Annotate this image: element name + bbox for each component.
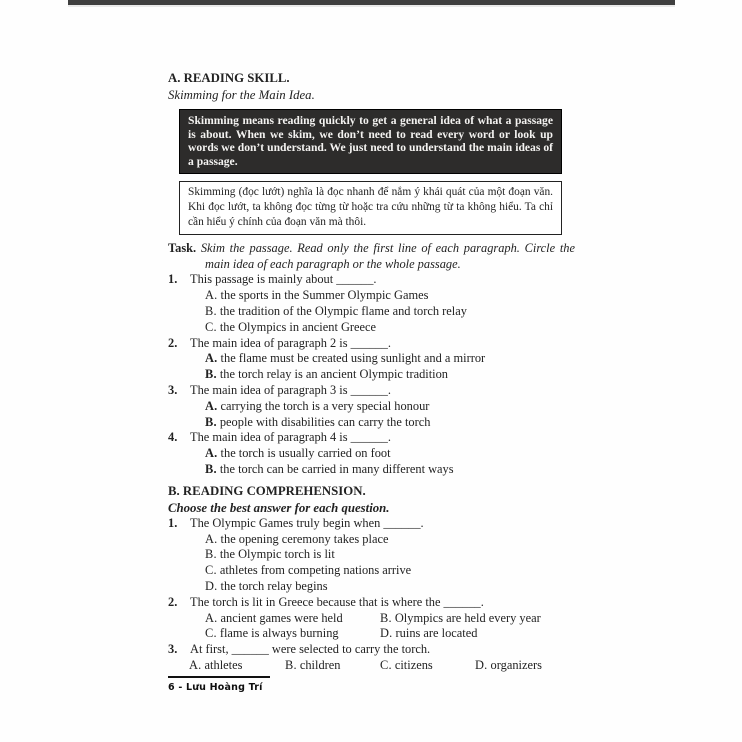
option-a (168, 532, 575, 548)
question-text: The Olympic Games truly begin when ______. (190, 515, 424, 530)
option-d (380, 626, 575, 642)
option-letter: A. (205, 610, 218, 625)
option-letter: B. (205, 414, 217, 429)
option-letter: D. (205, 578, 218, 593)
question-number: 4. (168, 430, 178, 445)
question-text-line (168, 383, 575, 399)
section-b-question-1 (168, 516, 575, 595)
question-text-line (168, 430, 575, 446)
options-group (168, 611, 575, 643)
options-group (168, 446, 575, 478)
option-text: carrying the torch is a very special honour (217, 398, 430, 413)
option-c (380, 658, 475, 674)
option-a (168, 399, 575, 415)
question-text-line (168, 595, 575, 611)
section-b-heading: B. READING COMPREHENSION. (168, 483, 366, 498)
option-letter: B. (285, 657, 297, 672)
option-a (168, 351, 575, 367)
question-text: The main idea of paragraph 3 is ______. (190, 382, 391, 397)
option-c (205, 626, 380, 642)
option-letter: A. (205, 531, 218, 546)
section-a-question-3 (168, 383, 575, 430)
option-letter: C. (380, 657, 392, 672)
section-a-question-2 (168, 336, 575, 383)
option-b (380, 611, 575, 627)
option-text: the torch is usually carried on foot (217, 446, 391, 461)
option-a (168, 288, 575, 304)
option-c (168, 563, 575, 579)
option-text: the opening ceremony takes place (217, 531, 389, 546)
option-text: organizers (487, 657, 542, 672)
option-b (285, 658, 380, 674)
option-letter: A. (205, 398, 218, 413)
option-a (168, 446, 575, 462)
options-group (168, 351, 575, 383)
option-text: the flame must be created using sunlight and a mirror (217, 351, 486, 366)
option-text: Olympics are held every year (391, 610, 541, 625)
option-b (168, 415, 575, 431)
option-letter: B. (205, 303, 217, 318)
option-text: ruins are located (392, 626, 478, 641)
option-d (168, 579, 575, 595)
question-number: 1. (168, 272, 178, 287)
question-number: 3. (168, 642, 178, 657)
option-letter: B. (205, 547, 217, 562)
section-a-heading: A. READING SKILL. (168, 71, 290, 85)
task-label: Task. (168, 241, 197, 256)
section-a-subheading: Skimming for the Main Idea. (168, 88, 315, 102)
question-number: 3. (168, 382, 178, 397)
option-text: the tradition of the Olympic flame and torch relay (216, 303, 467, 318)
section-b-question-list (168, 516, 575, 674)
option-text: flame is always burning (216, 626, 339, 641)
task-instruction (168, 241, 575, 272)
option-text: the Olympic torch is lit (216, 547, 335, 562)
options-group (168, 399, 575, 431)
option-letter: A. (189, 657, 202, 672)
options-group (168, 288, 575, 335)
section-a-question-1 (168, 272, 575, 335)
option-text: the torch relay is an ancient Olympic tradition (216, 367, 448, 382)
option-letter: B. (205, 461, 217, 476)
option-letter: B. (380, 610, 392, 625)
option-text: the Olympics in ancient Greece (216, 319, 377, 334)
options-group (168, 658, 575, 674)
option-b (168, 304, 575, 320)
question-text: The main idea of paragraph 4 is ______. (190, 430, 391, 445)
option-letter: C. (205, 319, 217, 334)
option-text: athletes (201, 657, 243, 672)
option-letter: A. (205, 446, 218, 461)
question-text-line (168, 336, 575, 352)
option-letter: A. (205, 351, 218, 366)
question-text-line (168, 516, 575, 532)
question-number: 2. (168, 335, 178, 350)
question-text: The torch is lit in Greece because that is where the ______. (190, 594, 484, 609)
question-text: This passage is mainly about ______. (190, 272, 377, 287)
section-a-question-list (168, 272, 575, 477)
question-number: 1. (168, 515, 178, 530)
option-text: citizens (391, 657, 433, 672)
task-text: Skim the passage. Read only the first line of each paragraph. Circle the main idea of each paragraph or the whole passage. (200, 241, 575, 271)
question-text-line (168, 642, 575, 658)
option-b (168, 547, 575, 563)
option-b (168, 367, 575, 383)
page-top-edge-shadow (68, 5, 675, 7)
question-number: 2. (168, 594, 178, 609)
page-content (168, 70, 575, 674)
skill-definition-box-vietnamese: Skimming (đọc lướt) nghĩa là đọc nhanh để nắm ý khái quát của một đoạn văn. Khi đọc lướt, ta không đọc từng từ hoặc tra cứu những từ ta không hiểu. Ta chỉ cần hiểu ý chính của đoạn văn mà thôi. (179, 181, 562, 235)
option-letter: D. (475, 657, 488, 672)
option-letter: D. (380, 626, 393, 641)
option-b (168, 462, 575, 478)
option-text: the torch relay begins (217, 578, 328, 593)
option-d (475, 658, 575, 674)
option-letter: C. (205, 626, 217, 641)
option-a (189, 658, 285, 674)
option-letter: C. (205, 563, 217, 578)
question-text-line (168, 272, 575, 288)
option-letter: B. (205, 367, 217, 382)
option-text: the sports in the Summer Olympic Games (217, 288, 429, 303)
question-text: At first, ______ were selected to carry the torch. (190, 642, 431, 657)
section-a-question-4 (168, 430, 575, 477)
section-b-question-2 (168, 595, 575, 642)
options-group (168, 532, 575, 595)
footer-divider-line (168, 676, 270, 678)
option-c (168, 320, 575, 336)
page-number-footer: 6 - Lưu Hoàng Trí (168, 682, 263, 693)
option-text: people with disabilities can carry the torch (216, 414, 431, 429)
option-text: ancient games were held (217, 610, 343, 625)
section-b-subheading: Choose the best answer for each question. (168, 500, 390, 515)
question-text: The main idea of paragraph 2 is ______. (190, 335, 391, 350)
skill-definition-box-english: Skimming means reading quickly to get a general idea of what a passage is about. When we skim, we don’t need to read every word or look up words we don’t understand. We just need to understand the main ideas of a passage. (179, 109, 562, 174)
option-letter: A. (205, 288, 218, 303)
option-a (205, 611, 380, 627)
option-text: children (296, 657, 341, 672)
section-b-question-3 (168, 642, 575, 674)
option-text: athletes from competing nations arrive (216, 563, 412, 578)
option-text: the torch can be carried in many different ways (216, 461, 454, 476)
